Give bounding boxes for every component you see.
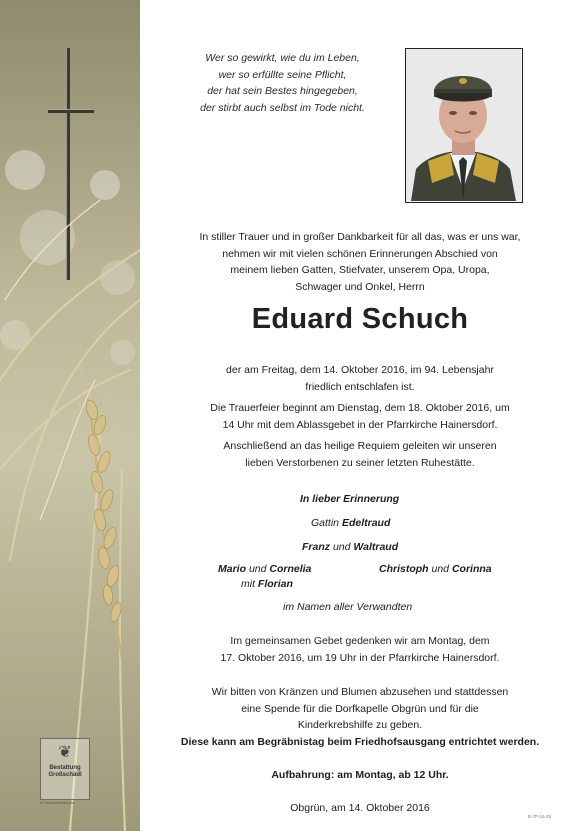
mourner-couple xyxy=(302,541,398,553)
portrait-photo xyxy=(405,48,523,203)
mourner-name: Florian xyxy=(257,578,293,590)
intro-line: Schwager und Onkel, Herrn xyxy=(295,280,425,293)
undertaker-name-line1: Bestattung xyxy=(49,765,81,771)
death-notice-line: der am Freitag, dem 14. Oktober 2016, im 94. Lebensjahr xyxy=(226,364,494,376)
donation-line: Kinderkrebshilfe zu geben. xyxy=(297,719,423,731)
mourners-heading: In lieber Erinnerung xyxy=(300,493,400,505)
donation-note: Diese kann am Begräbnistag beim Friedhofsausgang entrichtet werden. xyxy=(180,735,540,748)
poem-line: Wer so gewirkt, wie du im Leben, xyxy=(205,52,360,64)
wheat-and-cross-illustration xyxy=(0,0,140,831)
mourner-conjunction: mit xyxy=(241,578,255,590)
prayer-line: 17. Oktober 2016, um 19 Uhr in der Pfarrkirche Hainersdorf. xyxy=(220,651,500,664)
intro-text xyxy=(160,229,560,295)
requiem-info xyxy=(160,438,560,471)
portrait-image xyxy=(406,49,521,201)
wheat-ear-icon xyxy=(78,360,123,660)
place-date: Obgrün, am 14. Oktober 2016 xyxy=(290,802,430,814)
death-notice-line: friedlich entschlafen ist. xyxy=(305,380,415,393)
mourner-name: Franz xyxy=(302,541,331,553)
intro-line: meinem lieben Gatten, Stiefvater, unserem Opa, Uropa, xyxy=(230,264,490,276)
donation-line: eine Spende für die Dorfkapelle Obgrün und für die xyxy=(241,702,479,715)
mourner-conjunction: und xyxy=(332,541,351,553)
mourner-name: Cornelia xyxy=(269,563,312,575)
poem-line: der hat sein Bestes hingegeben, xyxy=(207,85,358,97)
prayer-info xyxy=(160,633,560,666)
mourner-couple xyxy=(218,563,311,575)
memorial-poem xyxy=(180,50,385,116)
decorative-side-panel xyxy=(0,0,140,831)
mourner-role: Gattin xyxy=(311,517,340,529)
mourner-name: Corinna xyxy=(451,563,492,575)
requiem-line: Anschließend an das heilige Requiem geleiten wir unseren xyxy=(223,440,497,452)
mourner-wife xyxy=(311,517,390,529)
mourner-couple xyxy=(379,563,492,575)
donation-line: Wir bitten von Kränzen und Blumen abzusehen und stattdessen xyxy=(211,686,509,698)
mourner-name: Christoph xyxy=(379,563,429,575)
undertaker-name-line2: Großschädl xyxy=(48,772,82,778)
prayer-line: Im gemeinsamen Gebet gedenken wir am Montag, dem xyxy=(230,635,490,647)
laying-out-info: Aufbahrung: am Montag, ab 12 Uhr. xyxy=(271,769,449,781)
mourner-name: Edeltraud xyxy=(341,517,391,529)
cross-icon xyxy=(48,48,94,280)
funeral-info xyxy=(160,400,560,433)
death-notice xyxy=(160,362,560,395)
mourner-name: Mario xyxy=(218,563,247,575)
mourner-conjunction: und xyxy=(248,563,267,575)
intro-line: nehmen wir mit vielen schönen Erinnerungen Abschied von xyxy=(222,247,498,260)
deceased-name: Eduard Schuch xyxy=(251,303,469,335)
print-code: E-7P-16-29 xyxy=(528,814,552,819)
tree-icon: ❦ xyxy=(58,744,72,761)
mourner-name: Waltraud xyxy=(353,541,399,553)
requiem-line: lieben Verstorbenen zu seiner letzten Ruhestätte. xyxy=(245,456,475,469)
funeral-line: Die Trauerfeier beginnt am Dienstag, dem 18. Oktober 2016, um xyxy=(210,402,510,414)
donation-request xyxy=(160,684,560,750)
poem-line: wer so erfüllte seine Pflicht, xyxy=(218,68,347,81)
mourner-child xyxy=(241,578,293,590)
funeral-line: 14 Uhr mit dem Ablassgebet in der Pfarrkirche Hainersdorf. xyxy=(222,418,498,431)
all-relatives: im Namen aller Verwandten xyxy=(283,601,413,613)
poem-line: der stirbt auch selbst im Tode nicht. xyxy=(200,101,365,114)
undertaker-logo xyxy=(40,738,90,800)
mourner-conjunction: und xyxy=(431,563,450,575)
intro-line: In stiller Trauer und in großer Dankbarkeit für all das, was er uns war, xyxy=(199,231,521,243)
undertaker-address: 8 Fürstenfeldstraße xyxy=(40,800,75,805)
